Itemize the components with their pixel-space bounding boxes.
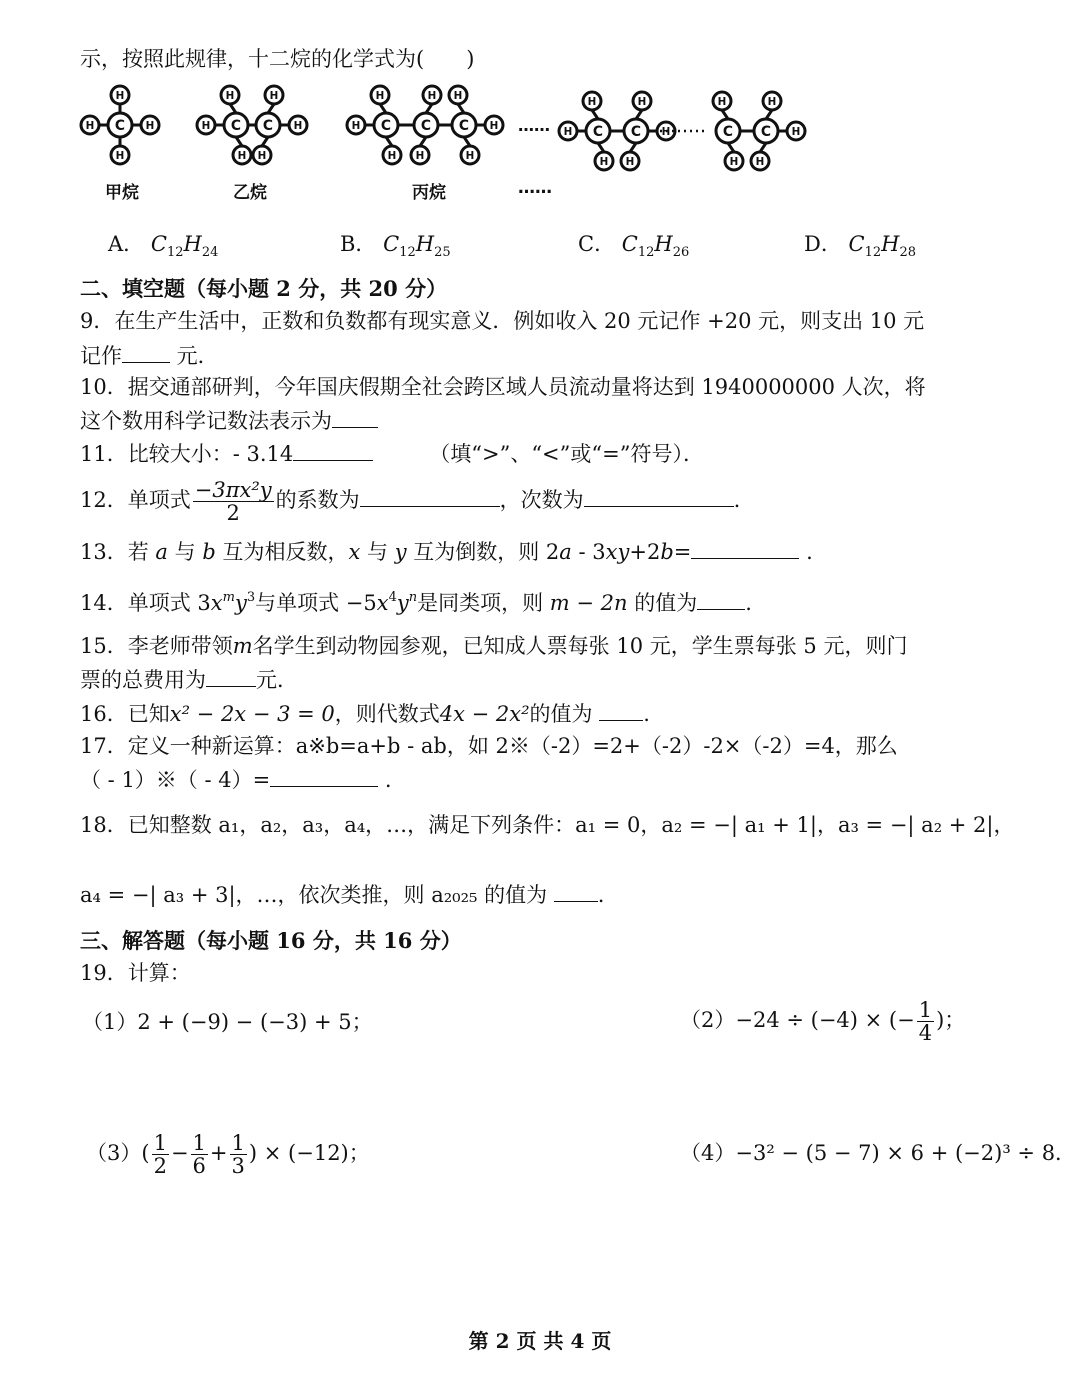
hydrogen-atom-label: H	[293, 119, 303, 132]
question-8-tail: 示，按照此规律，十二烷的化学式为( )	[80, 47, 475, 71]
option-c: C． $C_{12}H_{26}$	[578, 232, 690, 260]
hydrogen-atom-label: H	[415, 149, 425, 162]
carbon-atom-label: C	[380, 118, 392, 135]
hydrogen-atom-label: H	[637, 95, 647, 108]
q18-line2: a₄ = −| a₃ + 3|，…，依次类推，则 a₂₀₂₅ 的值为 .	[80, 879, 604, 910]
hydrogen-atom-label: H	[625, 155, 635, 168]
hydrogen-atom-label: H	[599, 155, 609, 168]
hydrogen-atom-label: H	[729, 155, 739, 168]
carbon-atom-label: C	[760, 124, 772, 141]
hydrogen-atom-label: H	[717, 95, 727, 108]
alkane-structure-diagram	[0, 78, 1080, 248]
hydrogen-atom-label: H	[661, 125, 671, 138]
q9-line2: 记作 元．	[80, 340, 219, 371]
hydrogen-atom-label: H	[791, 125, 801, 138]
q10-line1: 10．据交通部研判，今年国庆假期全社会跨区域人员流动量将达到 1940000000 人次，将	[80, 375, 926, 399]
hydrogen-atom-label: H	[145, 119, 155, 132]
q14-answer-blank[interactable]	[697, 587, 745, 610]
hydrogen-atom-label: H	[489, 119, 499, 132]
hydrogen-atom-label: H	[387, 149, 397, 162]
q9-line1: 9．在生产生活中，正数和负数都有现实意义．例如收入 20 元记作 +20 元，则支出 10 元	[80, 309, 925, 333]
hydrogen-atom-label: H	[375, 89, 385, 102]
carbon-atom-label: C	[630, 124, 642, 141]
hydrogen-atom-label: H	[351, 119, 361, 132]
carbon-atom-label: C	[230, 118, 242, 135]
hydrogen-atom-label: H	[587, 95, 597, 108]
q10-line2: 这个数用科学记数法表示为	[80, 405, 378, 436]
carbon-atom-label: C	[592, 124, 604, 141]
page-footer: 第 2 页 共 4 页	[468, 1329, 612, 1353]
q9-answer-blank[interactable]	[122, 340, 170, 363]
q18-line1: 18．已知整数 a₁，a₂，a₃，a₄，…，满足下列条件：a₁ = 0，a₂ = −| a₁ + 1|，a₃ = −| a₂ + 2|，	[80, 813, 1015, 837]
option-d: D． $C_{12}H_{28}$	[804, 232, 917, 260]
q16: 16．已知x² − 2x − 3 = 0，则代数式4x − 2x²的值为 .	[80, 698, 650, 729]
hydrogen-atom-label: H	[269, 89, 279, 102]
methane-label: 甲烷	[105, 183, 139, 203]
q11-answer-blank[interactable]	[293, 438, 373, 461]
hydrogen-atom-label: H	[453, 89, 463, 102]
q11: 11．比较大小：- 3.14 （填“>”、“<”或“=”符号）．	[80, 438, 704, 469]
hydrogen-atom-label: H	[465, 149, 475, 162]
q19-part-2: （2）−24 ÷ (−4) × (− $\frac{1}{4}$ )；	[680, 997, 966, 1045]
ellipsis-label: ……	[518, 178, 552, 198]
q13-answer-blank[interactable]	[691, 536, 799, 559]
q12-degree-blank[interactable]	[584, 484, 734, 507]
hydrogen-atom-label: H	[85, 119, 95, 132]
hydrogen-atom-label: H	[237, 149, 247, 162]
carbon-atom-label: C	[420, 118, 432, 135]
q19-part-4: （4）−3² − (5 − 7) × 6 + (−2)³ ÷ 8．	[680, 1141, 1077, 1165]
hydrogen-atom-label: H	[201, 119, 211, 132]
q17-line2: （ - 1）※（ - 4）= .	[80, 764, 392, 795]
q12-fraction: $\frac{\text{−3πx²y}}{2}$	[194, 477, 272, 525]
option-b: B． $C_{12}H_{25}$	[340, 232, 451, 260]
q13: 13．若 a 与 b 互为相反数，x 与 y 互为倒数，则 2a - 3xy+2b= .	[80, 536, 813, 567]
sequence-ellipsis: ……	[518, 116, 550, 135]
propane-label: 丙烷	[412, 183, 446, 203]
ethane-label: 乙烷	[233, 183, 267, 203]
q15-answer-blank[interactable]	[206, 664, 256, 687]
q10-answer-blank[interactable]	[332, 405, 378, 428]
option-a: A． $C_{12}H_{24}$	[108, 232, 219, 260]
hydrogen-atom-label: H	[767, 95, 777, 108]
q19-part-1: （1）2 + (−9) − (−3) + 5；	[82, 1010, 373, 1034]
q19-part-3: （3）( $\frac{1}{2}$ − $\frac{1}{6}$ + $\frac{1}{3}$ ) × (−12)；	[86, 1130, 370, 1178]
carbon-atom-label: C	[722, 124, 734, 141]
q12: 12．单项式 $\frac{\text{−3πx²y}}{2}$ 的系数为 ，次数为 .	[80, 477, 741, 525]
q12-coefficient-blank[interactable]	[360, 484, 500, 507]
q18-answer-blank[interactable]	[554, 879, 598, 902]
hydrogen-atom-label: H	[115, 149, 125, 162]
q19-title: 19．计算：	[80, 961, 191, 985]
q15-line2: 票的总费用为 元．	[80, 664, 298, 695]
q14: 14．单项式 $3x^my^3$与单项式 $-5x^4y^n$是同类项，则 m − 2n 的值为 .	[80, 583, 752, 618]
section-3-heading: 三、解答题（每小题 16 分，共 16 分）	[80, 928, 462, 953]
q17-line1: 17．定义一种新运算：a※b=a+b - ab，如 2※（-2）=2+（-2）-2×（-2）=4，那么	[80, 734, 898, 758]
hydrogen-atom-label: H	[427, 89, 437, 102]
hydrogen-atom-label: H	[115, 89, 125, 102]
carbon-atom-label: C	[114, 118, 126, 135]
hydrogen-atom-label: H	[257, 149, 267, 162]
q17-answer-blank[interactable]	[270, 764, 378, 787]
hydrogen-atom-label: H	[755, 155, 765, 168]
hydrogen-atom-label: H	[563, 125, 573, 138]
q16-answer-blank[interactable]	[599, 698, 643, 721]
carbon-atom-label: C	[262, 118, 274, 135]
section-2-heading: 二、填空题（每小题 2 分，共 20 分）	[80, 276, 448, 301]
carbon-atom-label: C	[458, 118, 470, 135]
q15-line1: 15．李老师带领m名学生到动物园参观，已知成人票每张 10 元，学生票每张 5 元，则门	[80, 634, 908, 658]
hydrogen-atom-label: H	[225, 89, 235, 102]
